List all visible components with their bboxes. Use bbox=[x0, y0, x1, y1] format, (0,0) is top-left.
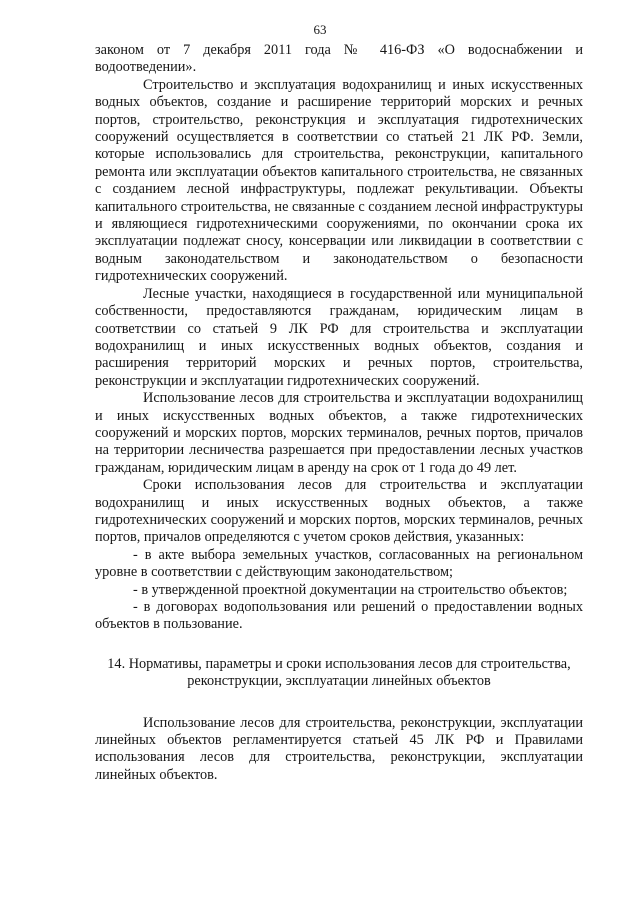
paragraph-forest-plots: Лесные участки, находящиеся в государственной или муниципальной собственности, предоставляются гражданам, юридическим лицам в соответствии со статьей 9 ЛК РФ для строительства и эксплуатации водохранилищ и иных искусственных водных объектов, создания и расширения территорий морских и речных портов, строительства, реконструкции и эксплуатации гидротехнических сооружений. bbox=[95, 285, 583, 389]
list-item: - в акте выбора земельных участков, согласованных на региональном уровне в соответствии с действующим законодательством; bbox=[95, 546, 583, 581]
paragraph-reservoirs-construction: Строительство и эксплуатация водохранилищ и иных искусственных водных объектов, создание и расширение территорий морских и речных портов, строительство, реконструкция и эксплуатация гидротехнических сооружений осуществляется в соответствии со статьей 21 ЛК РФ. Земли, которые использовались для строительства, реконструкции, капитального ремонта или эксплуатации объектов капитального строительства, не связанных с созданием лесной инфраструктуры, подлежат рекультивации. Объекты капитального строительства, не связанные с созданием лесной инфраструктуры и являющиеся гидротехническими сооружениями, по окончании срока их эксплуатации подлежат сносу, консервации или ликвидации в соответствии с водным законодательством и законодательством о безопасности гидротехнических сооружений. bbox=[95, 76, 583, 285]
document-body bbox=[95, 42, 583, 784]
paragraph-usage-terms: Сроки использования лесов для строительства и эксплуатации водохранилищ и иных искусственных водных объектов, а также гидротехнических сооружений и морских портов, морских терминалов, речных портов, причалов определяются с учетом сроков действия, указанных: bbox=[95, 477, 583, 546]
list-item: - в утвержденной проектной документации на строительство объектов; bbox=[133, 581, 568, 598]
list-item: - в договорах водопользования или решений о предоставлении водных объектов в пользование. bbox=[95, 599, 583, 633]
section-body: Использование лесов для строительства, реконструкции, эксплуатации линейных объектов регламентируется статьей 45 ЛК РФ и Правилами использования лесов для строительства, реконструкции, эксплуатации линейных объектов. bbox=[95, 714, 583, 783]
paragraph-forest-use-lease: Использование лесов для строительства и эксплуатации водохранилищ и иных искусственных водных объектов, а также гидротехнических сооружений и морских портов, морских терминалов, речных портов, причалов на территории лесничества разрешается при предоставлении лесных участков гражданам, юридическим лицам в аренду на срок от 1 года до 49 лет. bbox=[95, 390, 583, 476]
section-heading: 14. Нормативы, параметры и сроки использования лесов для строительства, реконструкции, эксплуатации линейных объектов bbox=[107, 655, 571, 690]
page-number: 63 bbox=[313, 22, 327, 37]
paragraph-continuation: законом от 7 декабря 2011 года № 416-ФЗ «О водоснабжении и водоотведении». bbox=[95, 42, 583, 76]
